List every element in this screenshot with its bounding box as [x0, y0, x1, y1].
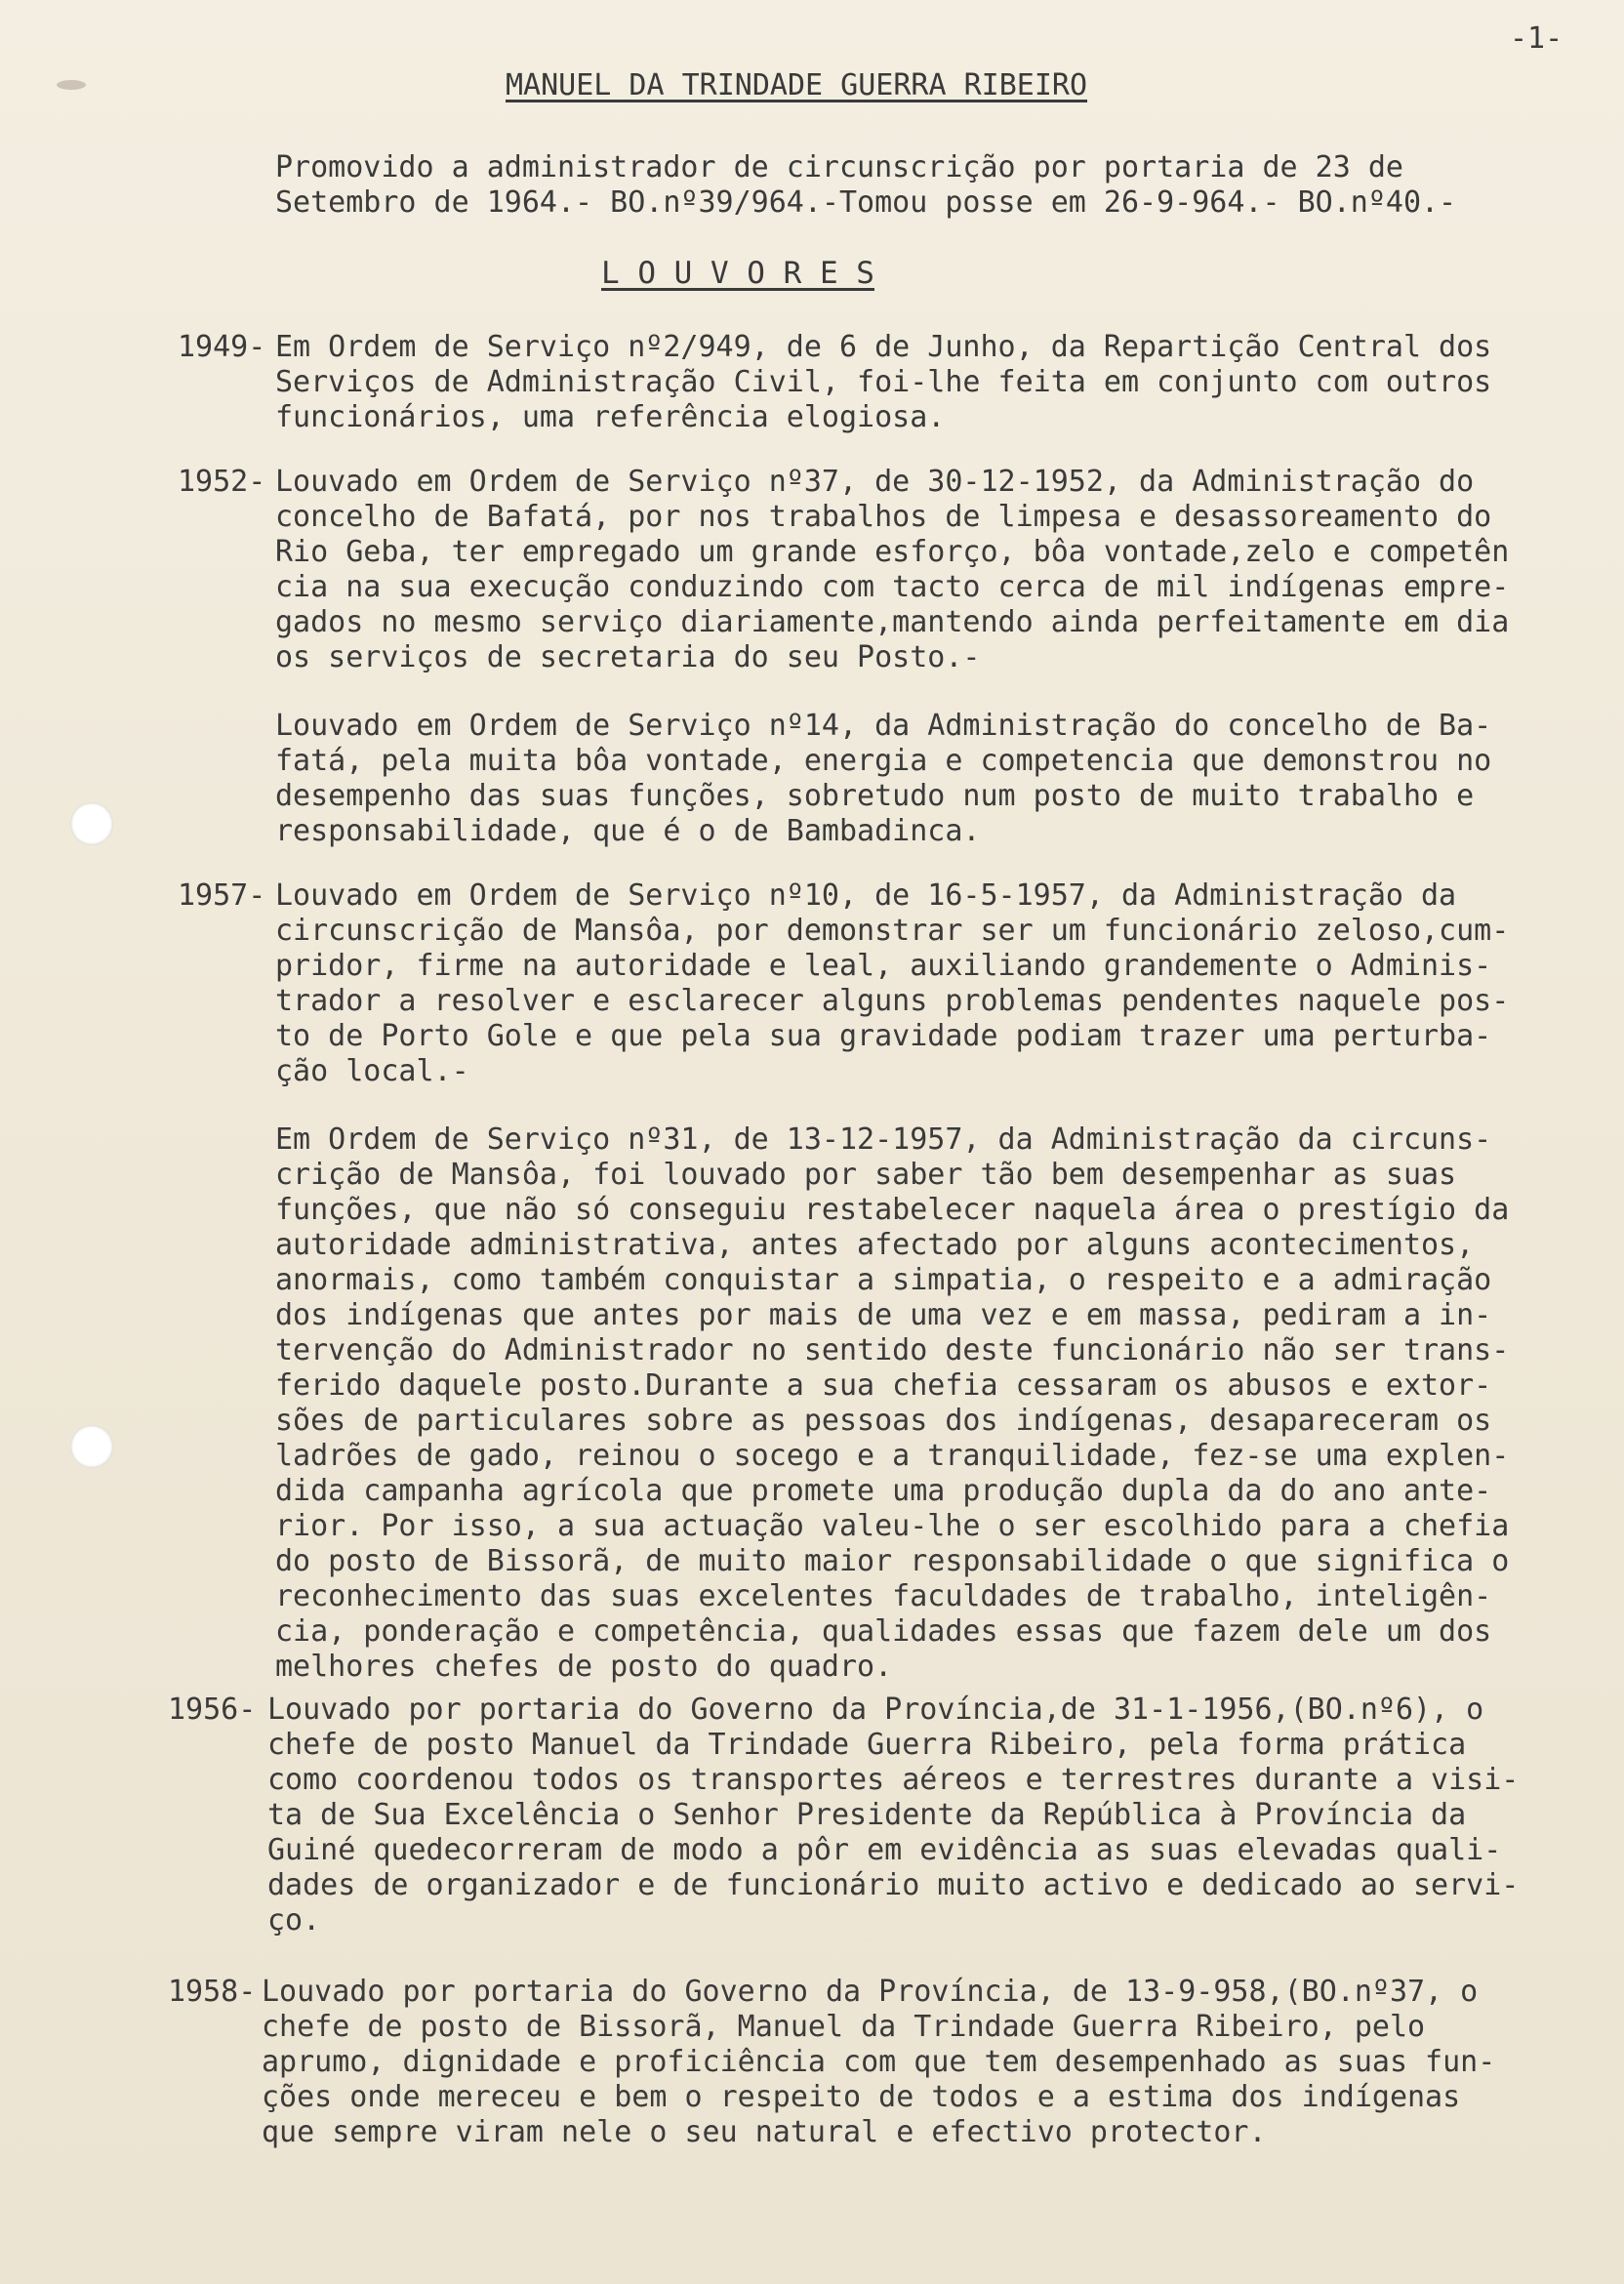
- entry-line: Rio Geba, ter empregado um grande esforço, bôa vontade,zelo e competên: [275, 535, 1510, 569]
- entry-line: crição de Mansôa, foi louvado por saber tão bem desempenhar as suas: [275, 1158, 1457, 1192]
- entry-paragraph: [275, 330, 1491, 435]
- intro-line: Setembro de 1964.- BO.nº39/964.-Tomou posse em 26-9-964.- BO.nº40.-: [275, 185, 1457, 220]
- entry-year: 1958-: [168, 1975, 257, 2009]
- entry-line: melhores chefes de posto do quadro.: [275, 1650, 893, 1684]
- entry-line: to de Porto Gole e que pela sua gravidade podiam trazer uma perturba-: [275, 1019, 1492, 1053]
- entry-line: Louvado por portaria do Governo da Província, de 13-9-958,(BO.nº37, o: [262, 1975, 1479, 2009]
- entry-line: Louvado em Ordem de Serviço nº37, de 30-12-1952, da Administração do: [275, 465, 1475, 499]
- entry-line: responsabilidade, que é o de Bambadinca.: [275, 814, 981, 848]
- entry-line: fatá, pela muita bôa vontade, energia e competencia que demonstrou no: [275, 744, 1492, 778]
- entry-line: sões de particulares sobre as pessoas dos indígenas, desapareceram os: [275, 1404, 1492, 1438]
- entry-line: ções onde mereceu e bem o respeito de todos e a estima dos indígenas: [262, 2080, 1461, 2114]
- entry-line: os serviços de secretaria do seu Posto.-: [275, 640, 981, 674]
- entry-line: Em Ordem de Serviço nº31, de 13-12-1957, da Administração da circuns-: [275, 1122, 1492, 1157]
- entry-line: chefe de posto de Bissorã, Manuel da Trindade Guerra Ribeiro, pelo: [262, 2010, 1426, 2044]
- entry-line: ladrões de gado, reinou o socego e a tranquilidade, fez-se uma explen-: [275, 1439, 1510, 1473]
- entry-line: circunscrição de Mansôa, por demonstrar ser um funcionário zeloso,cum-: [275, 914, 1510, 948]
- entry-year: 1952-: [178, 465, 266, 499]
- entry-line: funções, que não só conseguiu restabelecer naquela área o prestígio da: [275, 1193, 1510, 1227]
- entry-line: concelho de Bafatá, por nos trabalhos de limpesa e desassoreamento do: [275, 500, 1492, 534]
- entry-line: funcionários, uma referência elogiosa.: [275, 400, 946, 434]
- entry-line: autoridade administrativa, antes afectado por alguns acontecimentos,: [275, 1228, 1475, 1262]
- ink-stain: [57, 80, 86, 90]
- entry-line: do posto de Bissorã, de muito maior responsabilidade o que significa o: [275, 1544, 1510, 1578]
- entry-line: Louvado em Ordem de Serviço nº10, de 16-5-1957, da Administração da: [275, 878, 1457, 913]
- section-title: L O U V O R E S: [601, 256, 874, 291]
- punch-hole: [70, 802, 113, 845]
- page-number: -1-: [1510, 21, 1563, 56]
- entry-line: anormais, como também conquistar a simpatia, o respeito e a admiração: [275, 1263, 1492, 1297]
- intro-paragraph: [275, 150, 1456, 221]
- entry-line: pridor, firme na autoridade e leal, auxiliando grandemente o Adminis-: [275, 949, 1492, 983]
- entry-line: dades de organizador e de funcionário muito activo e dedicado ao servi-: [267, 1868, 1520, 1902]
- entry-line: rior. Por isso, a sua actuação valeu-lhe o ser escolhido para a chefia: [275, 1509, 1510, 1543]
- entry-line: ço.: [267, 1903, 321, 1937]
- entry-line: ção local.-: [275, 1054, 469, 1088]
- entry-paragraph: [275, 1122, 1509, 1685]
- entry-line: Louvado em Ordem de Serviço nº14, da Administração do concelho de Ba-: [275, 709, 1492, 743]
- document-heading: MANUEL DA TRINDADE GUERRA RIBEIRO: [506, 68, 1088, 102]
- entry-line: que sempre viram nele o seu natural e efectivo protector.: [262, 2115, 1267, 2149]
- entry-line: reconhecimento das suas excelentes faculdades de trabalho, inteligên-: [275, 1579, 1492, 1613]
- entry-line: tervenção do Administrador no sentido deste funcionário não ser trans-: [275, 1333, 1510, 1367]
- entry-paragraph: [267, 1693, 1519, 1938]
- entry-paragraph: [275, 878, 1509, 1089]
- entry-line: como coordenou todos os transportes aéreos e terrestres durante a visi-: [267, 1763, 1520, 1797]
- entry-year: 1956-: [168, 1693, 257, 1727]
- entry-line: ferido daquele posto.Durante a sua chefia cessaram os abusos e extor-: [275, 1368, 1492, 1403]
- entry-line: cia, ponderação e competência, qualidades essas que fazem dele um dos: [275, 1614, 1492, 1649]
- entry-line: gados no mesmo serviço diariamente,mantendo ainda perfeitamente em dia: [275, 605, 1510, 639]
- entry-paragraph: [262, 1975, 1495, 2150]
- punch-hole: [70, 1425, 113, 1468]
- entry-line: cia na sua execução conduzindo com tacto cerca de mil indígenas empre-: [275, 570, 1510, 604]
- entry-line: Em Ordem de Serviço nº2/949, de 6 de Junho, da Repartição Central dos: [275, 330, 1492, 364]
- entry-line: dida campanha agrícola que promete uma produção dupla da do ano ante-: [275, 1474, 1492, 1508]
- entry-paragraph: [275, 465, 1509, 675]
- entry-line: aprumo, dignidade e proficiência com que tem desempenhado as suas fun-: [262, 2045, 1496, 2079]
- entry-line: Guiné quedecorreram de modo a pôr em evidência as suas elevadas quali-: [267, 1833, 1502, 1867]
- entry-line: dos indígenas que antes por mais de uma vez e em massa, pediram a in-: [275, 1298, 1492, 1332]
- entry-year: 1957-: [178, 878, 266, 913]
- entry-line: chefe de posto Manuel da Trindade Guerra Ribeiro, pela forma prática: [267, 1728, 1467, 1762]
- entry-line: ta de Sua Excelência o Senhor Presidente da República à Província da: [267, 1798, 1467, 1832]
- entry-paragraph: [275, 709, 1491, 849]
- entry-line: Serviços de Administração Civil, foi-lhe feita em conjunto com outros: [275, 365, 1492, 399]
- entry-line: Louvado por portaria do Governo da Província,de 31-1-1956,(BO.nº6), o: [267, 1693, 1484, 1727]
- intro-line: Promovido a administrador de circunscrição por portaria de 23 de: [275, 150, 1403, 184]
- entry-year: 1949-: [178, 330, 266, 364]
- entry-line: trador a resolver e esclarecer alguns problemas pendentes naquele pos-: [275, 984, 1510, 1018]
- entry-line: desempenho das suas funções, sobretudo num posto de muito trabalho e: [275, 779, 1475, 813]
